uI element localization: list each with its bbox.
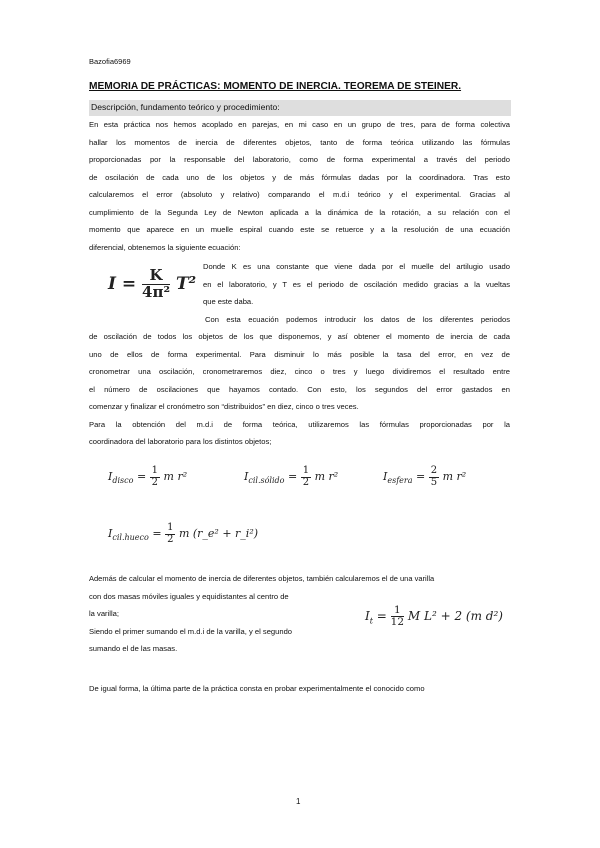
formula-cil-solido <box>244 466 338 488</box>
paragraph-steiner-intro: De igual forma, la última parte de la práctica consta en probar experimentalmente el conocido como <box>89 684 425 693</box>
text-line: Donde K es una constante que viene dada por el muelle del artilugio usado <box>203 262 510 271</box>
text-line: Siendo el primer sumando el m.d.i de la varilla, y el segundo <box>89 626 293 636</box>
formula-subscript: esfera <box>387 476 413 486</box>
formula-fraction <box>301 466 311 488</box>
formula-fraction <box>150 466 160 488</box>
formula-disco <box>108 466 187 488</box>
paragraph-intro <box>89 116 510 256</box>
fraction-numerator: K <box>142 268 170 285</box>
text-line: de oscilación de todos los objetos de los que disponemos, y así obtener el momento de inercia de cada <box>89 332 510 341</box>
fraction-denominator: 5 <box>430 476 438 488</box>
text-line: momento que aparece en un muelle espiral cuando este se retuerce y a la resolución de una ecuación <box>89 225 510 234</box>
author-name: Bazofia6969 <box>89 57 131 66</box>
text-line: Con esta ecuación podemos introducir los datos de los diferentes periodos <box>205 314 510 324</box>
formula-subscript: t <box>369 616 373 626</box>
text-line: cronometrar una oscilación, cronometraremos diez, cinco o tres y luego dividiremos el resultado entre <box>89 367 510 376</box>
formula-fraction <box>429 466 439 488</box>
text-line: en el laboratorio, y T es el periodo de oscilación medido gracias a la vueltas <box>203 279 510 289</box>
page-number: 1 <box>296 797 301 806</box>
formula-tail: m r² <box>442 470 467 483</box>
formula-lhs: $I_{esfera}$ = <box>383 470 426 486</box>
equation-lhs: I = <box>108 273 137 294</box>
formula-tail: m r² <box>163 470 188 483</box>
formula-cil-hueco <box>108 523 258 545</box>
text-line: la varilla; <box>89 609 119 618</box>
fraction-denominator: 12 <box>390 616 405 629</box>
formula-lhs: $I_{cil.sólido}$ = <box>244 470 298 486</box>
equation-rhs: T² <box>175 273 197 294</box>
text-line: calcularemos el error (absoluto y relativo) comparando el m.d.i teórico y el experimental. Gracias al <box>89 190 510 199</box>
fraction-numerator: 2 <box>430 465 438 476</box>
formula-subscript: cil.hueco <box>112 533 149 543</box>
formula-fraction <box>165 523 175 545</box>
text-line: hallar los momentos de inercia de diferentes objetos, tanto de forma teórica utilizando las fórmulas <box>89 137 510 147</box>
text-line: el número de oscilaciones que hayamos contado. Con esto, los segundos del error gastados en <box>89 384 510 394</box>
fraction-denominator: 2 <box>302 476 310 488</box>
text-line: comenzar y finalizar el cronómetro son “distribuidos” en diez, cinco o tres veces. <box>89 402 359 411</box>
fraction-numerator: 1 <box>167 522 174 533</box>
text-line: proporcionadas por la responsable del laboratorio, como de forma experimental a través del periodo <box>89 155 510 164</box>
formula-lhs: $I_t$ = <box>365 609 387 626</box>
text-line: En esta práctica nos hemos acoplado en parejas, en mi caso en un grupo de tres, para de forma colectiva <box>89 120 510 129</box>
fraction-denominator: 2 <box>167 533 174 545</box>
fraction-numerator: 1 <box>302 465 310 476</box>
fraction-numerator: 1 <box>391 605 404 617</box>
text-line: con dos masas móviles iguales y equidistantes al centro de <box>89 591 289 601</box>
formula-esfera <box>383 466 466 488</box>
document-title: MEMORIA DE PRÁCTICAS: MOMENTO DE INERCIA. TEOREMA DE STEINER. <box>89 81 462 92</box>
formula-lhs: $I_{cil.hueco}$ = <box>108 527 162 543</box>
fraction-denominator: 4π² <box>142 282 171 301</box>
equation-lhs-symbol: I <box>365 609 370 624</box>
formula-tail: M L² + 2 (m d²) <box>407 609 503 624</box>
fraction-numerator: 1 <box>151 465 159 476</box>
formula-subscript: disco <box>112 476 134 486</box>
text-line: uno de ellos de forma experimental. Para disminuir lo más posible la tasa del error, en vez de <box>89 349 510 359</box>
equation-inertia <box>108 268 196 301</box>
equation-steiner <box>365 605 503 628</box>
text-line: coordinadora del laboratorio para los distintos objetos; <box>89 437 272 446</box>
text-line: de oscilación de cada uno de los objetos y de más fórmulas dadas por la coordinadora. Tras esto <box>89 172 510 182</box>
text-line: que este daba. <box>203 297 254 306</box>
equation-fraction <box>142 268 170 301</box>
formula-tail: m r² <box>314 470 339 483</box>
fraction-denominator: 2 <box>151 476 159 488</box>
text-line: Para la obtención del m.d.i de forma teórica, utilizaremos las fórmulas proporcionadas por la <box>89 419 510 429</box>
formula-tail: m (r_e² + r_i²) <box>178 527 259 540</box>
text-line: sumando el de las masas. <box>89 644 178 653</box>
text-line: Además de calcular el momento de inercia de diferentes objetos, también calcularemos el de una varilla <box>89 574 435 583</box>
paragraph-experimental <box>89 328 510 451</box>
formula-lhs: $I_{disco}$ = <box>108 470 147 486</box>
paragraph-equation-note <box>203 258 510 328</box>
text-line: cumplimiento de la Segunda Ley de Newton aplicada a la dinámica de la rotación, a su relación con el <box>89 207 510 217</box>
section-title: Descripción, fundamento teórico y procedimiento: <box>91 102 280 112</box>
formula-subscript: cil.sólido <box>248 476 285 486</box>
formula-fraction <box>391 605 404 628</box>
text-line: diferencial, obtenemos la siguiente ecuación: <box>89 242 241 252</box>
